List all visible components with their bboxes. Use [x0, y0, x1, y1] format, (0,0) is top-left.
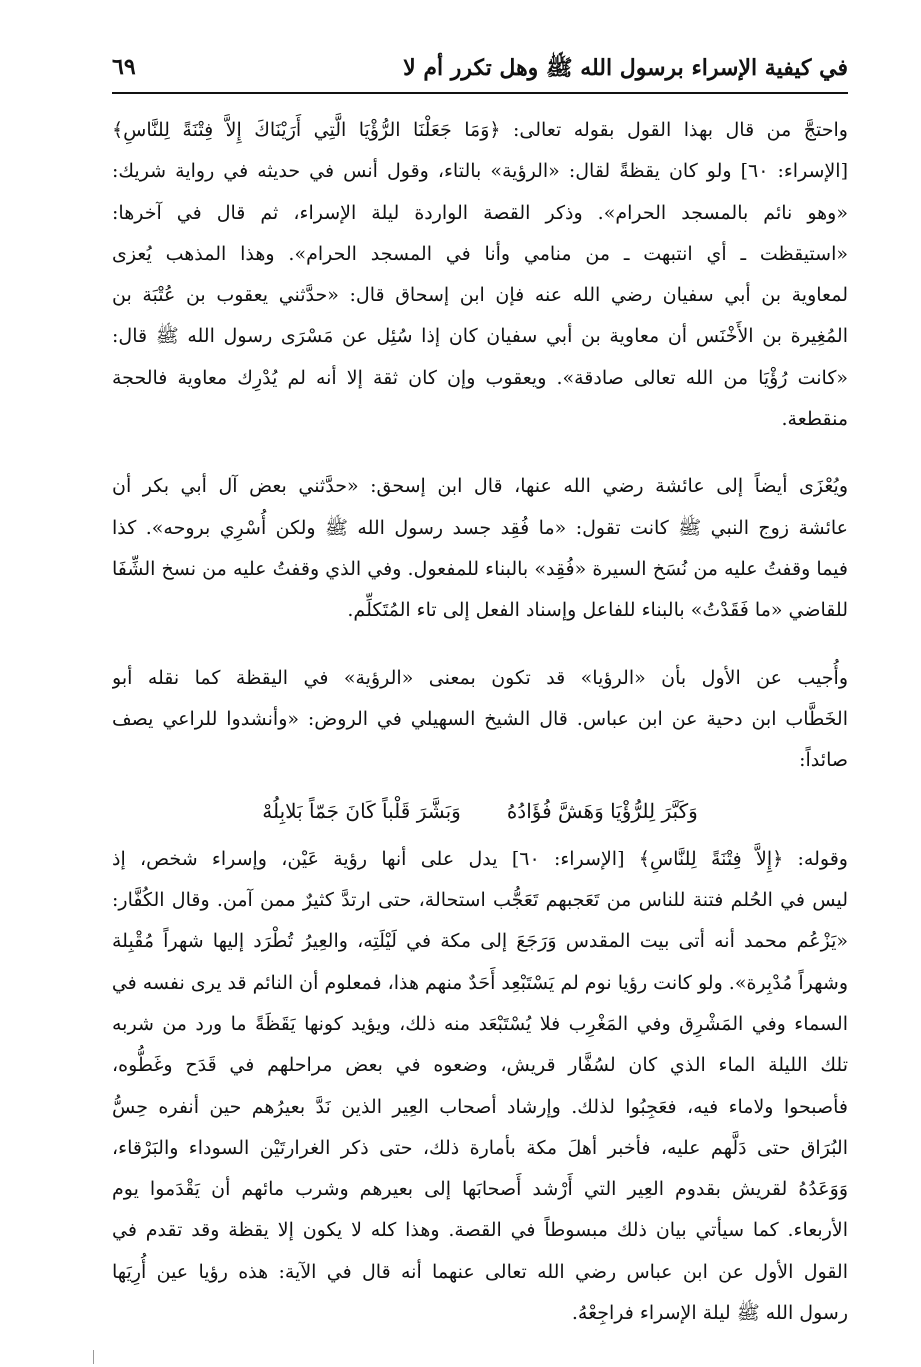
text-line: وشهراً مُدْبِرة». ولو كانت رؤيا نوم لم يَسْتَبْعِد أَحَدٌ منهم هذا، فمعلوم أن النائم قد يرى نفسه في [112, 971, 848, 994]
paragraph-2 [112, 466, 848, 631]
page-number: ٦٩ [112, 54, 136, 80]
text-line: «وهو نائم بالمسجد الحرام». وذكر القصة الواردة ليلة الإسراء، ثم قال في آخرها: [112, 201, 848, 224]
text-line: المُغِيرة بن الأَخْنَس أن معاوية بن أبي سفيان كان إذا سُئِل عن مَسْرَى رسول الله ﷺ قال: [112, 325, 848, 348]
text-line: «استيقظت ـ أي انتبهت ـ من منامي وأنا في المسجد الحرام». وهذا المذهب يُعزى [112, 242, 848, 265]
text-line: لمعاوية بن أبي سفيان رضي الله عنه فإن ابن إسحاق قال: «حدَّثني يعقوب بن عُتْبَة بن [112, 284, 848, 307]
body-text [112, 110, 848, 1334]
text-line: وَوَعَدُهُ لقريش بقدوم العِير التي أَرْشد أَصحابَها إلى بعيرهم وشرب مائهم أن يَقْدَموا يوم [112, 1178, 848, 1201]
text-line: الأربعاء. كما سيأتي بيان ذلك مبسوطاً في القصة. وهذا كله لا يكون إلا يقظة وقد تقدم في [112, 1219, 848, 1242]
poetry-verse [112, 791, 848, 832]
text-line: وأُجيب عن الأول بأن «الرؤيا» قد تكون بمعنى «الرؤية» في اليقظة كما نقله أبو [112, 666, 848, 689]
text-line: «يَزْعُم محمد أنه أتى بيت المقدس وَرَجَعَ إلى مكة في لَيْلَتِه، والعِيرُ تُطْرَد إليها شهراً مُقْبِلة [112, 930, 848, 953]
text-line: ويُعْزَى أيضاً إلى عائشة رضي الله عنها، قال ابن إسحق: «حدَّثني بعض آل أبي بكر أن [112, 475, 848, 498]
text-line: البُرَاق حتى دَلَّهم عليه، فأخبر أهلَ مكة بأمارة ذلك، حتى ذكر الغرارتَيْن السوداء والبَرْقاء، [112, 1136, 848, 1159]
margin-mark [93, 1350, 94, 1364]
verse-second-hemistich: وَبَشَّرَ قَلْباً كَانَ جَمّاً بَلابِلُهْ [262, 799, 461, 824]
paragraph-3 [112, 658, 848, 782]
text-line: [الإسراء: ٦٠] ولو كان يقظةً لقال: «الرؤية» بالتاء، وقول أنس في حديثه في رواية شريك: [112, 160, 848, 183]
text-line: وقوله: ﴿إِلاَّ فِتْنَةً لِلنَّاسِ﴾ [الإسراء: ٦٠] يدل على أنها رؤية عَيْن، وإسراء شخص، إذ [112, 847, 848, 870]
running-header [112, 52, 848, 94]
text-line: السماء وفي المَشْرِق وفي المَغْرِب فلا يُسْتَبْعَد منه ذلك، ويؤيد كونها يَقَظَةً ما ورد من شربه [112, 1012, 848, 1035]
text-line: ليس في الحُلم فتنة للناس من تَعَجبهم تَعَجُّب استحالة، حتى ارتدَّ كثيرٌ ممن آمن. وقال الكُفَّار: [112, 889, 848, 912]
paragraph-1 [112, 110, 848, 440]
text-line: الخَطَّاب ابن دحية عن ابن عباس. قال الشيخ السهيلي في الروض: «وأنشدوا للراعي يصف [112, 707, 848, 730]
text-line: «كانت رُؤْيَا من الله تعالى صادقة». ويعقوب وإن كان ثقة إلا أنه لم يُدْرِك معاوية فالحجة [112, 366, 848, 389]
text-line: رسول الله ﷺ ليلة الإسراء فراجِعْهُ. [571, 1302, 848, 1325]
text-line: منقطعة. [781, 408, 848, 431]
text-line: عائشة زوج النبي ﷺ كانت تقول: «ما فُقِد جسد رسول الله ﷺ ولكن أُسْرِي بروحه». كذا [112, 516, 848, 539]
text-line: فيما وقفتُ عليه من نُسَخ السيرة «فُقِد» بالبناء للمفعول. وفي الذي وقفتُ عليه من نسخ الشِّفَا [112, 557, 848, 580]
text-line: صائداً: [799, 749, 848, 772]
text-line: واحتجَّ من قال بهذا القول بقوله تعالى: ﴿وَمَا جَعَلْنَا الرُّؤْيَا الَّتِي أَرَيْنَاكَ إِلاَّ فِتْنَةً لِلنَّاسِ﴾ [112, 119, 848, 141]
paragraph-4 [112, 839, 848, 1335]
text-line: فأصبحوا ولاماء فيه، فعَجِبُوا لذلك. وإرشاد أصحاب العِير الذين نَدَّ بعيرُهم حين أنفره حِسُّ [112, 1095, 848, 1118]
text-line: القول الأول عن ابن عباس رضي الله تعالى عنهما أنه قال في الآية: هذه رؤيا عين أُرِيَها [112, 1260, 848, 1283]
chapter-title: في كيفية الإسراء برسول الله ﷺ وهل تكرر أم لا [403, 55, 848, 81]
text-line: تلك الليلة الماء الذي كان لسُفَّار قريش، وضعوه في بعض مراحلهم في قَدَح وغَطُّوه، [112, 1054, 848, 1077]
text-line: للقاضي «ما فَقَدْتُ» بالبناء للفاعل وإسناد الفعل إلى تاء المُتَكلِّم. [347, 599, 848, 622]
verse-first-hemistich: وَكَبَّرَ لِلرُّؤْيَا وَهَشَّ فُؤَادُهُ [506, 799, 698, 824]
